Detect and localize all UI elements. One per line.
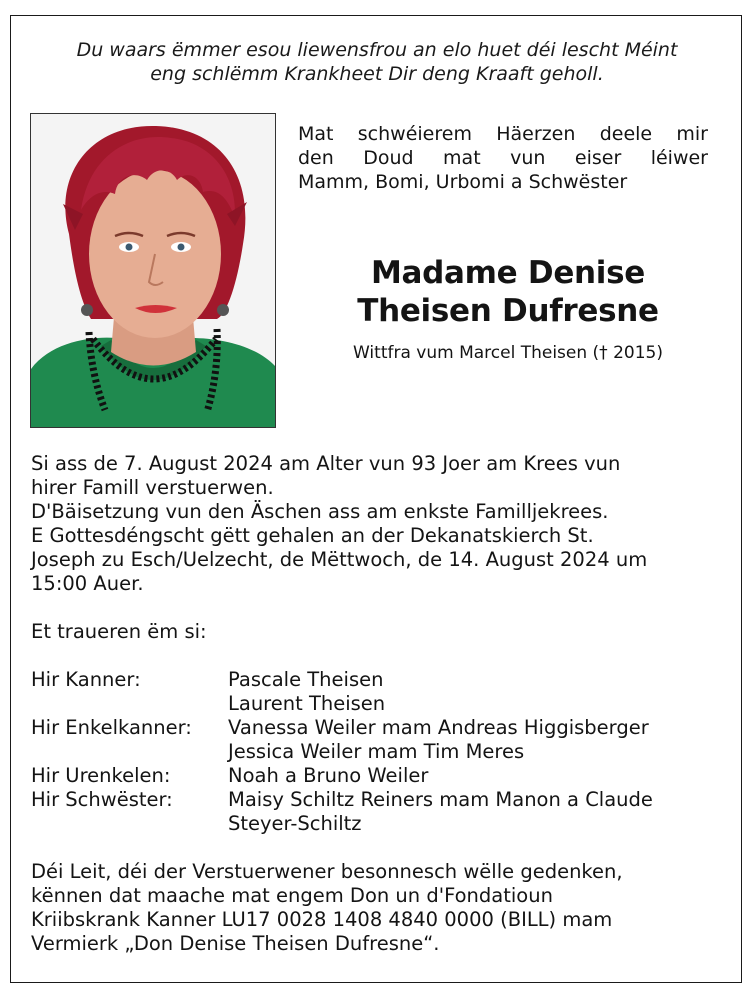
- mourner-label: [31, 692, 228, 716]
- mourner-row: [31, 788, 731, 812]
- mourner-names: Noah a Bruno Weiler: [228, 764, 429, 787]
- announcement-line: Joseph zu Esch/Uelzecht, de Mëttwoch, de 14. August 2024 um: [31, 548, 648, 571]
- mourner-label: [31, 812, 228, 836]
- mourner-row: [31, 716, 731, 740]
- mourner-row: [31, 740, 731, 764]
- mourners-intro: Et traueren ëm si:: [31, 620, 207, 643]
- mourner-label: Hir Schwëster:: [31, 788, 173, 811]
- donation-line: Vermierk „Don Denise Theisen Dufresne“.: [31, 932, 440, 955]
- announcement-line: D'Bäisetzung vun den Äschen ass am enkste Familljekrees.: [31, 500, 609, 523]
- intro-line: den Doud mat vun eiser léiwer: [298, 147, 708, 169]
- donation-line: kënnen dat maache mat engem Don un d'Fondatioun: [31, 884, 553, 907]
- deceased-name: [298, 254, 718, 330]
- name-line: Theisen Dufresne: [357, 293, 659, 329]
- intro-text: [298, 122, 708, 194]
- mourner-label: Hir Kanner:: [31, 668, 141, 691]
- motto-line: Du waars ëmmer esou liewensfrou an elo huet déi lescht Méint: [76, 39, 678, 61]
- mourner-label: Hir Urenkelen:: [31, 764, 171, 787]
- mourners-list: [31, 668, 731, 836]
- mourner-names: Pascale Theisen: [228, 668, 384, 691]
- announcement-line: 15:00 Auer.: [31, 572, 144, 595]
- announcement: [31, 452, 731, 596]
- mourner-row: [31, 692, 731, 716]
- widow-line: Wittfra vum Marcel Theisen († 2015): [353, 343, 663, 363]
- mourner-names: Laurent Theisen: [228, 692, 386, 715]
- donation-line: Déi Leit, déi der Verstuerwener besonnesch wëlle gedenken,: [31, 860, 623, 883]
- mourner-label: Hir Enkelkanner:: [31, 716, 192, 739]
- mourner-label: [31, 740, 228, 764]
- mourner-names: Jessica Weiler mam Tim Meres: [228, 740, 525, 763]
- announcement-line: E Gottesdéngscht gëtt gehalen an der Dekanatskierch St.: [31, 524, 594, 547]
- intro-line: Mat schwéierem Häerzen deele mir: [298, 123, 708, 145]
- announcement-line: hirer Famill verstuerwen.: [31, 476, 274, 499]
- mourner-names: Maisy Schiltz Reiners mam Manon a Claude: [228, 788, 653, 811]
- intro-line: Mamm, Bomi, Urbomi a Schwëster: [298, 171, 628, 193]
- mourner-row: [31, 668, 731, 692]
- mourner-names: Vanessa Weiler mam Andreas Higgisberger: [228, 716, 649, 739]
- donation-note: [31, 860, 731, 956]
- mourner-row: [31, 812, 731, 836]
- mourner-names: Steyer-Schiltz: [228, 812, 362, 835]
- name-line: Madame Denise: [370, 255, 646, 291]
- notice-body: [31, 452, 731, 956]
- donation-line: Kriibskrank Kanner LU17 0028 1408 4840 0000 (BILL) mam: [31, 908, 613, 931]
- mourner-row: [31, 764, 731, 788]
- motto-line: eng schlëmm Krankheet Dir deng Kraaft geholl.: [150, 63, 604, 85]
- motto: [14, 38, 740, 86]
- announcement-line: Si ass de 7. August 2024 am Alter vun 93 Joer am Krees vun: [31, 452, 621, 475]
- portrait-photo: [30, 113, 276, 428]
